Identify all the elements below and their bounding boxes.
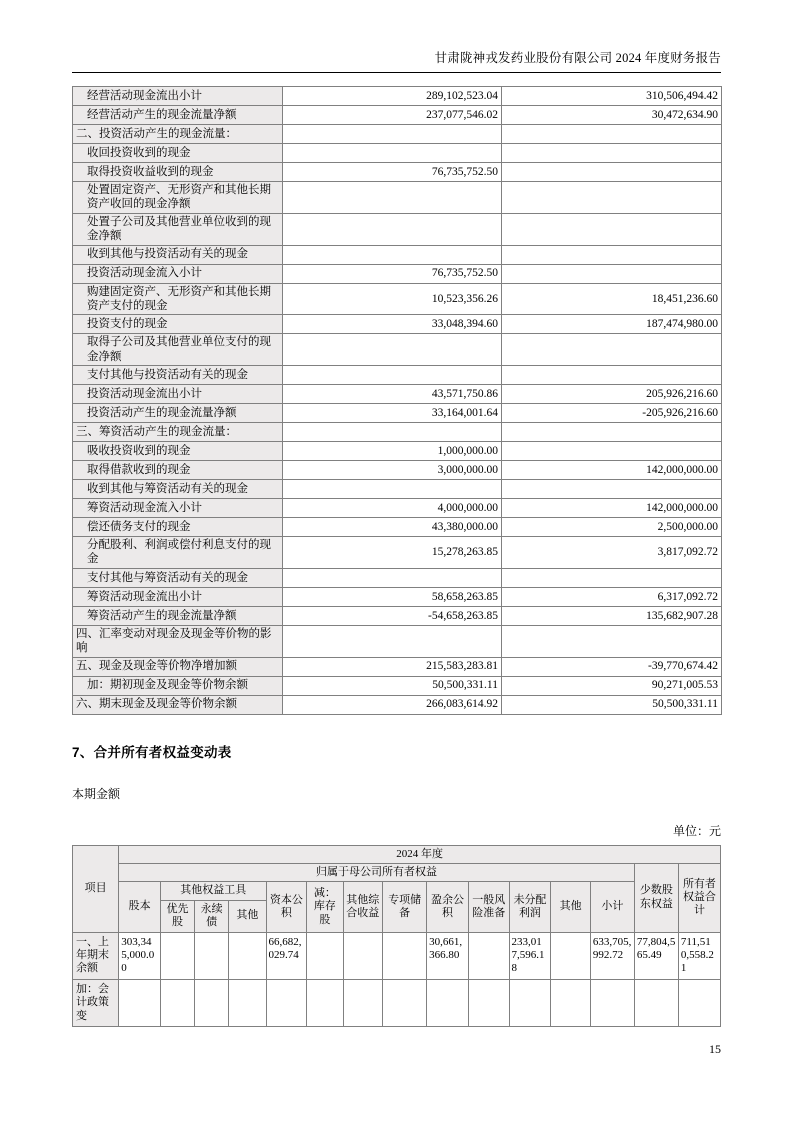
cash-flow-current-amount: 4,000,000.00 (283, 499, 502, 518)
cash-flow-prior-amount: 142,000,000.00 (502, 499, 722, 518)
cash-flow-row-label: 支付其他与筹资活动有关的现金 (73, 568, 283, 587)
cash-flow-prior-amount: -39,770,674.42 (502, 657, 722, 676)
cash-flow-current-amount (283, 625, 502, 657)
equity-cell (383, 932, 427, 979)
equity-total-cell: 711,510,558.21 (678, 932, 720, 979)
cash-flow-prior-amount (502, 264, 722, 283)
cash-flow-current-amount (283, 334, 502, 366)
table-row (73, 499, 722, 518)
equity-change-table (72, 845, 721, 1027)
equity-cell (160, 932, 194, 979)
table-row (73, 587, 722, 606)
equity-cell: 233,017,596.18 (509, 932, 551, 979)
table-row (73, 245, 722, 264)
cash-flow-row-label: 分配股利、利润或偿付利息支付的现金 (73, 537, 283, 569)
equity-header-row-subgroup (73, 882, 721, 900)
cash-flow-current-amount: 50,500,331.11 (283, 676, 502, 695)
equity-minority-cell (634, 979, 678, 1026)
cash-flow-current-amount (283, 480, 502, 499)
equity-col-minority: 少数股东权益 (634, 863, 678, 932)
equity-cell (307, 979, 343, 1026)
equity-cell: 30,661,366.80 (427, 932, 469, 979)
cash-flow-row-label: 取得投资收益收到的现金 (73, 163, 283, 182)
cash-flow-row-label: 投资活动现金流出小计 (73, 385, 283, 404)
cash-flow-prior-amount (502, 625, 722, 657)
cash-flow-row-label: 二、投资活动产生的现金流量： (73, 125, 283, 144)
equity-row-label: 加：会计政策变 (73, 979, 119, 1026)
cash-flow-row-label: 偿还债务支付的现金 (73, 518, 283, 537)
table-row (73, 385, 722, 404)
table-row (73, 163, 722, 182)
cash-flow-prior-amount (502, 423, 722, 442)
table-row (73, 461, 722, 480)
cash-flow-row-label: 四、汇率变动对现金及现金等价物的影响 (73, 625, 283, 657)
cash-flow-row-label: 三、筹资活动产生的现金流量： (73, 423, 283, 442)
cash-flow-current-amount: 33,164,001.64 (283, 404, 502, 423)
cash-flow-row-label: 筹资活动现金流出小计 (73, 587, 283, 606)
cash-flow-row-label: 加：期初现金及现金等价物余额 (73, 676, 283, 695)
cash-flow-prior-amount (502, 182, 722, 214)
equity-col-surplus-reserve: 盈余公积 (427, 882, 469, 932)
cash-flow-row-label: 收到其他与投资活动有关的现金 (73, 245, 283, 264)
page-number: 15 (709, 1042, 721, 1056)
cash-flow-row-label: 支付其他与投资活动有关的现金 (73, 366, 283, 385)
cash-flow-row-label: 五、现金及现金等价物净增加额 (73, 657, 283, 676)
equity-col-other: 其他 (551, 882, 591, 932)
equity-cell (509, 979, 551, 1026)
cash-flow-current-amount (283, 213, 502, 245)
cash-flow-current-amount: 266,083,614.92 (283, 695, 502, 714)
equity-header-row-year (73, 845, 721, 863)
table-row (73, 537, 722, 569)
cash-flow-prior-amount: 135,682,907.28 (502, 606, 722, 625)
cash-flow-current-amount: 1,000,000.00 (283, 442, 502, 461)
equity-cell (229, 932, 266, 979)
equity-cell (383, 979, 427, 1026)
cash-flow-row-label: 收到其他与筹资活动有关的现金 (73, 480, 283, 499)
equity-cell (343, 979, 383, 1026)
equity-header-row-group (73, 863, 721, 881)
cash-flow-prior-amount: 3,817,092.72 (502, 537, 722, 569)
equity-cell (160, 979, 194, 1026)
cash-flow-prior-amount: 2,500,000.00 (502, 518, 722, 537)
cash-flow-prior-amount: 187,474,980.00 (502, 315, 722, 334)
cash-flow-prior-amount: 50,500,331.11 (502, 695, 722, 714)
cash-flow-prior-amount (502, 366, 722, 385)
equity-col-other-instruments: 其他 (229, 900, 266, 932)
table-row (73, 106, 722, 125)
table-row (73, 283, 722, 315)
equity-total-cell (678, 979, 720, 1026)
period-note: 本期金额 (72, 786, 121, 801)
table-row (73, 213, 722, 245)
cash-flow-row-label: 投资支付的现金 (73, 315, 283, 334)
cash-flow-current-amount (283, 144, 502, 163)
cash-flow-prior-amount: -205,926,216.60 (502, 404, 722, 423)
equity-cell (119, 979, 161, 1026)
page-content (72, 86, 721, 1027)
table-row (73, 144, 722, 163)
equity-cell (307, 932, 343, 979)
table-row (73, 676, 722, 695)
cash-flow-current-amount: 58,658,263.85 (283, 587, 502, 606)
equity-cell (195, 932, 229, 979)
table-row (73, 606, 722, 625)
equity-col-subtotal: 小计 (590, 882, 634, 932)
equity-cell (551, 979, 591, 1026)
equity-cell: 303,345,000.00 (119, 932, 161, 979)
cash-flow-row-label: 六、期末现金及现金等价物余额 (73, 695, 283, 714)
cash-flow-prior-amount (502, 144, 722, 163)
cash-flow-prior-amount: 18,451,236.60 (502, 283, 722, 315)
equity-cell (427, 979, 469, 1026)
cash-flow-prior-amount: 30,472,634.90 (502, 106, 722, 125)
cash-flow-current-amount: 3,000,000.00 (283, 461, 502, 480)
cash-flow-row-label: 处置子公司及其他营业单位收到的现金净额 (73, 213, 283, 245)
equity-col-preferred-shares: 优先股 (160, 900, 194, 932)
table-row (73, 625, 722, 657)
cash-flow-current-amount: -54,658,263.85 (283, 606, 502, 625)
equity-cell: 66,682,029.74 (266, 932, 307, 979)
cash-flow-prior-amount (502, 125, 722, 144)
cash-flow-row-label: 投资活动现金流入小计 (73, 264, 283, 283)
table-row (73, 568, 722, 587)
equity-year-header: 2024 年度 (119, 845, 721, 863)
equity-col-special-reserve: 专项储备 (383, 882, 427, 932)
cash-flow-row-label: 投资活动产生的现金流量净额 (73, 404, 283, 423)
equity-col-oci: 其他综合收益 (343, 882, 383, 932)
cash-flow-prior-amount (502, 334, 722, 366)
cash-flow-row-label: 收回投资收到的现金 (73, 144, 283, 163)
cash-flow-current-amount: 33,048,394.60 (283, 315, 502, 334)
cash-flow-current-amount: 10,523,356.26 (283, 283, 502, 315)
equity-col-treasury-stock: 减：库存股 (307, 882, 343, 932)
equity-col-total: 所有者权益合计 (678, 863, 720, 932)
equity-cell (590, 979, 634, 1026)
equity-cell (468, 979, 509, 1026)
table-row (73, 979, 721, 1026)
cash-flow-prior-amount: 142,000,000.00 (502, 461, 722, 480)
table-row (73, 334, 722, 366)
section-heading: 7、合并所有者权益变动表 (72, 744, 232, 760)
cash-flow-current-amount: 215,583,283.81 (283, 657, 502, 676)
table-row (73, 423, 722, 442)
table-row (73, 657, 722, 676)
equity-col-item: 项目 (73, 845, 119, 932)
cash-flow-current-amount (283, 182, 502, 214)
cash-flow-current-amount (283, 125, 502, 144)
table-row (73, 315, 722, 334)
equity-col-retained-earnings: 未分配利润 (509, 882, 551, 932)
cash-flow-current-amount (283, 568, 502, 587)
table-row (73, 442, 722, 461)
cash-flow-row-label: 经营活动现金流出小计 (73, 87, 283, 106)
table-row (73, 932, 721, 979)
cash-flow-current-amount: 43,380,000.00 (283, 518, 502, 537)
cash-flow-prior-amount (502, 245, 722, 264)
cash-flow-prior-amount (502, 568, 722, 587)
table-row (73, 264, 722, 283)
cash-flow-row-label: 吸收投资收到的现金 (73, 442, 283, 461)
cash-flow-prior-amount (502, 213, 722, 245)
cash-flow-current-amount: 289,102,523.04 (283, 87, 502, 106)
cash-flow-current-amount: 76,735,752.50 (283, 264, 502, 283)
cash-flow-prior-amount: 205,926,216.60 (502, 385, 722, 404)
cash-flow-statement-table (72, 86, 722, 715)
table-row (73, 125, 722, 144)
cash-flow-row-label: 经营活动产生的现金流量净额 (73, 106, 283, 125)
equity-cell (551, 932, 591, 979)
equity-col-share-capital: 股本 (119, 882, 161, 932)
table-row (73, 518, 722, 537)
cash-flow-current-amount: 15,278,263.85 (283, 537, 502, 569)
unit-label: 单位：元 (672, 823, 721, 838)
page-header: 甘肃陇神戎发药业股份有限公司 2024 年度财务报告 (434, 51, 721, 65)
cash-flow-prior-amount: 90,271,005.53 (502, 676, 722, 695)
cash-flow-prior-amount (502, 480, 722, 499)
equity-col-perpetual-bonds: 永续债 (195, 900, 229, 932)
cash-flow-current-amount (283, 245, 502, 264)
equity-cell (266, 979, 307, 1026)
equity-col-capital-reserve: 资本公积 (266, 882, 307, 932)
table-row (73, 480, 722, 499)
cash-flow-row-label: 取得借款收到的现金 (73, 461, 283, 480)
table-row (73, 87, 722, 106)
equity-cell (468, 932, 509, 979)
table-row (73, 182, 722, 214)
table-row (73, 404, 722, 423)
equity-parent-group-header: 归属于母公司所有者权益 (119, 863, 635, 881)
cash-flow-row-label: 筹资活动产生的现金流量净额 (73, 606, 283, 625)
cash-flow-prior-amount: 6,317,092.72 (502, 587, 722, 606)
cash-flow-row-label: 筹资活动现金流入小计 (73, 499, 283, 518)
equity-cell: 633,705,992.72 (590, 932, 634, 979)
cash-flow-prior-amount: 310,506,494.42 (502, 87, 722, 106)
cash-flow-current-amount: 76,735,752.50 (283, 163, 502, 182)
cash-flow-prior-amount (502, 442, 722, 461)
cash-flow-row-label: 购建固定资产、无形资产和其他长期资产支付的现金 (73, 283, 283, 315)
cash-flow-current-amount: 237,077,546.02 (283, 106, 502, 125)
cash-flow-current-amount (283, 366, 502, 385)
cash-flow-current-amount: 43,571,750.86 (283, 385, 502, 404)
header-divider (72, 72, 721, 73)
equity-minority-cell: 77,804,565.49 (634, 932, 678, 979)
equity-cell (195, 979, 229, 1026)
cash-flow-row-label: 处置固定资产、无形资产和其他长期资产收回的现金净额 (73, 182, 283, 214)
equity-cell (343, 932, 383, 979)
equity-col-general-risk-reserve: 一般风险准备 (468, 882, 509, 932)
table-row (73, 695, 722, 714)
equity-other-equity-group-header: 其他权益工具 (160, 882, 266, 900)
equity-row-label: 一、上年期末余额 (73, 932, 119, 979)
cash-flow-current-amount (283, 423, 502, 442)
equity-cell (229, 979, 266, 1026)
cash-flow-prior-amount (502, 163, 722, 182)
table-row (73, 366, 722, 385)
cash-flow-row-label: 取得子公司及其他营业单位支付的现金净额 (73, 334, 283, 366)
